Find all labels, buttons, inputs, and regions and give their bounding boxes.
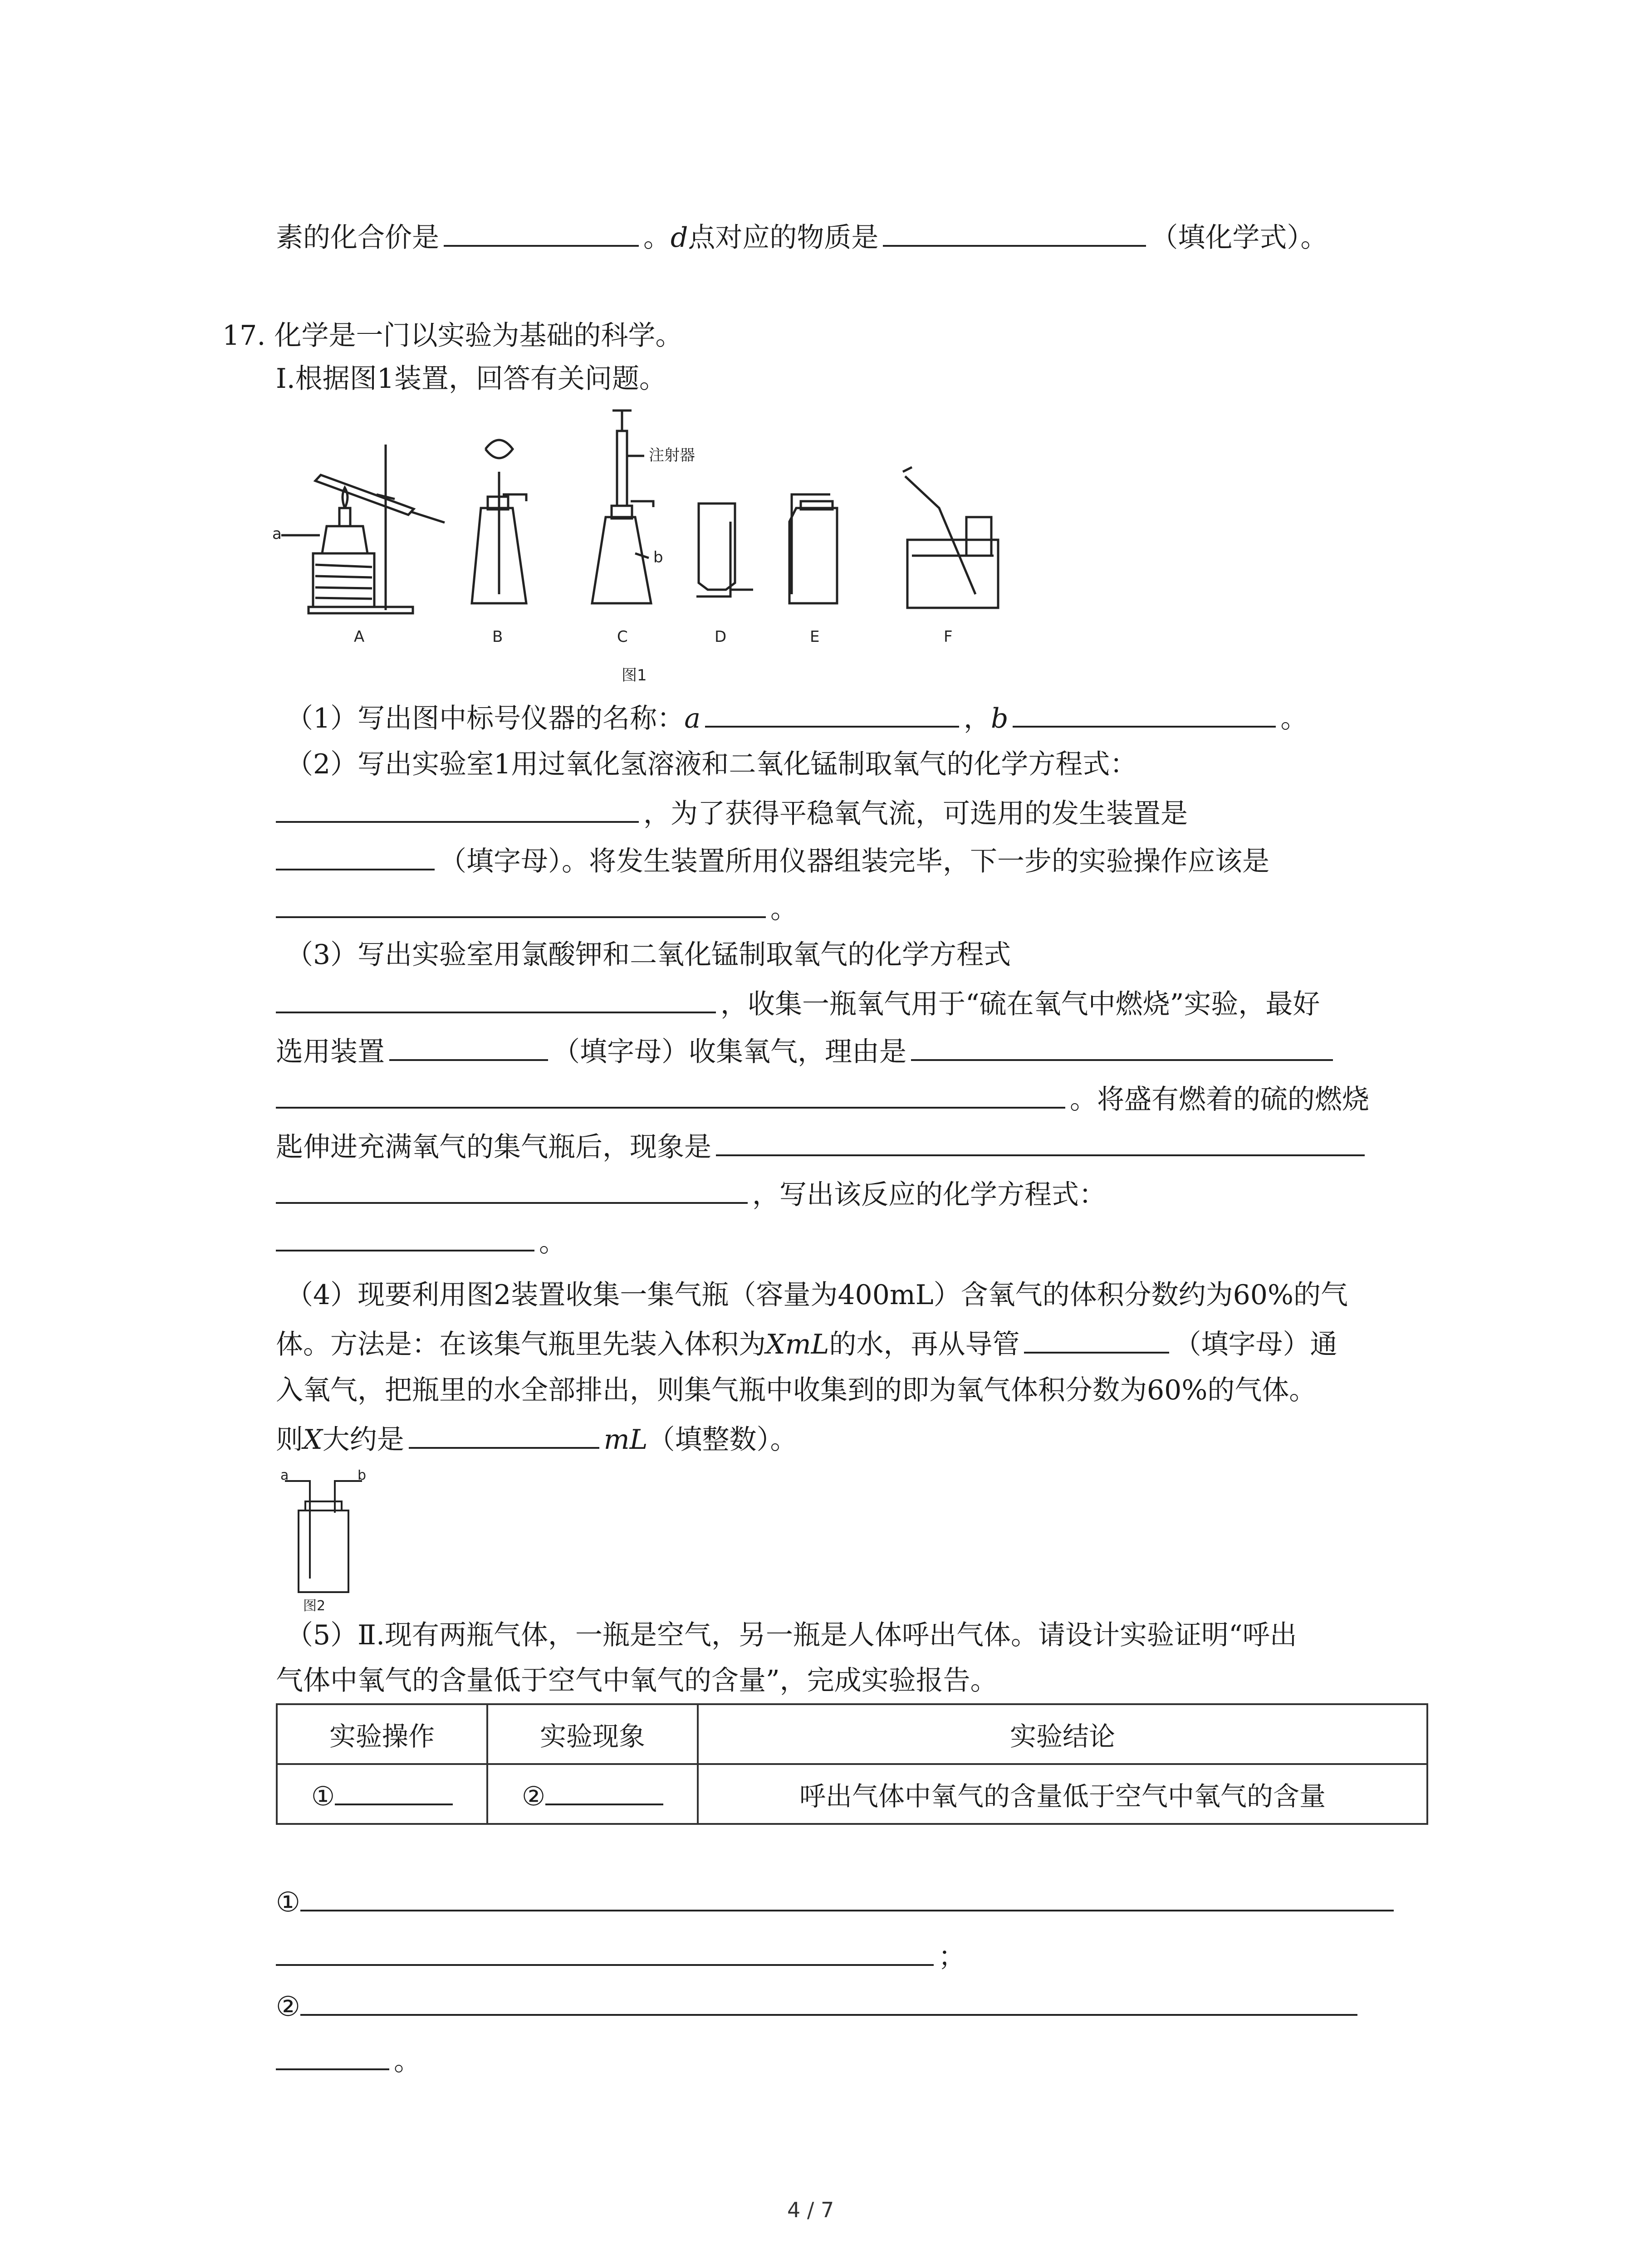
sub-question-2-line4: 。 bbox=[276, 889, 798, 927]
cell-phenomenon[interactable]: ② bbox=[487, 1764, 698, 1824]
answer-1-line1: ① bbox=[276, 1882, 1398, 1921]
label-b: b bbox=[653, 548, 663, 567]
sub-question-3-line6: ，写出该反应的化学方程式： bbox=[276, 1175, 1106, 1213]
label-C: C bbox=[617, 628, 628, 646]
answer-blank[interactable] bbox=[276, 2041, 389, 2070]
answer-blank[interactable] bbox=[883, 218, 1146, 247]
table-header-row bbox=[277, 1704, 1427, 1764]
figure-2-gas-bottle bbox=[276, 1470, 376, 1615]
figure-1-apparatus bbox=[272, 404, 1043, 694]
label-B: B bbox=[492, 628, 503, 646]
answer-blank[interactable] bbox=[276, 1175, 748, 1204]
sub-question-2-line3: （填字母）。将发生装置所用仪器组装完毕，下一步的实验操作应该是 bbox=[276, 841, 1269, 880]
answer-blank[interactable] bbox=[389, 1032, 548, 1061]
fig2-label-b: b bbox=[358, 1470, 367, 1483]
header-operation: 实验操作 bbox=[277, 1704, 487, 1764]
sub-question-4-line3: 入氧气，把瓶里的水全部排出，则集气瓶中收集到的即为氧气体积分数为60%的气体。 bbox=[276, 1374, 1317, 1406]
sub-question-3-line5: 匙伸进充满氧气的集气瓶后，现象是 bbox=[276, 1127, 1369, 1165]
sub-question-4-line2: 体。方法是：在该集气瓶里先装入体积为XmL的水，再从导管 （填字母）通 bbox=[276, 1325, 1337, 1363]
cell-conclusion: 呼出气体中氧气的含量低于空气中氧气的含量 bbox=[698, 1764, 1427, 1824]
answer-blank[interactable] bbox=[545, 1776, 663, 1805]
answer-blank[interactable] bbox=[276, 841, 435, 870]
syringe-label: 注射器 bbox=[649, 446, 695, 464]
sub-question-3-line7: 。 bbox=[276, 1222, 566, 1261]
table-row bbox=[277, 1764, 1427, 1824]
answer-blank[interactable] bbox=[276, 889, 766, 918]
part-1-heading: Ⅰ.根据图1装置，回答有关问题。 bbox=[276, 363, 666, 395]
answer-blank[interactable] bbox=[911, 1032, 1333, 1061]
answer-blank[interactable] bbox=[276, 1080, 1065, 1109]
figure-1-caption: 图1 bbox=[622, 666, 647, 684]
label-F: F bbox=[944, 628, 953, 646]
answer-blank-a[interactable] bbox=[705, 699, 959, 728]
label-D: D bbox=[715, 628, 727, 646]
label-E: E bbox=[810, 628, 820, 646]
sub-question-2-line2: ，为了获得平稳氧气流，可选用的发生装置是 bbox=[276, 794, 1188, 832]
answer-blank[interactable] bbox=[300, 1882, 1394, 1911]
label-a: a bbox=[272, 525, 282, 543]
answer-2-line1: ② bbox=[276, 1987, 1362, 2025]
sub-question-2-line1: （2）写出实验室1用过氧化氢溶液和二氧化锰制取氧气的化学方程式： bbox=[286, 748, 1137, 780]
fig2-label-a: a bbox=[280, 1470, 289, 1483]
sub-question-3-line2: ，收集一瓶氧气用于“硫在氧气中燃烧”实验，最好 bbox=[276, 984, 1320, 1022]
answer-blank[interactable] bbox=[335, 1776, 453, 1805]
sub-question-3-line4: 。将盛有燃着的硫的燃烧 bbox=[276, 1080, 1369, 1118]
cell-operation[interactable]: ① bbox=[277, 1764, 487, 1824]
sub-question-1: （1）写出图中标号仪器的名称：a ，b 。 bbox=[286, 699, 1308, 737]
answer-blank[interactable] bbox=[276, 1937, 934, 1966]
page-number: 4 / 7 bbox=[787, 2198, 834, 2222]
label-A: A bbox=[354, 628, 365, 646]
answer-blank[interactable] bbox=[276, 1222, 534, 1251]
q16-tail-line: 素的化合价是 。d点对应的物质是 （填化学式）。 bbox=[276, 218, 1327, 256]
answer-1-line2: ； bbox=[276, 1937, 965, 1975]
sub-question-5-line2: 气体中氧气的含量低于空气中氧气的含量”，完成实验报告。 bbox=[276, 1665, 998, 1696]
answer-2-line2: 。 bbox=[276, 2041, 421, 2079]
answer-blank-b[interactable] bbox=[1013, 699, 1276, 728]
answer-blank[interactable] bbox=[300, 1987, 1357, 2016]
answer-blank[interactable] bbox=[716, 1127, 1365, 1156]
figure-2-caption: 图2 bbox=[303, 1598, 326, 1614]
experiment-report-table bbox=[276, 1703, 1428, 1825]
question-17-title: 17. 化学是一门以实验为基础的科学。 bbox=[222, 320, 683, 352]
sub-question-3-line3: 选用装置 （填字母）收集氧气，理由是 bbox=[276, 1032, 1337, 1070]
answer-blank[interactable] bbox=[409, 1420, 599, 1449]
sub-question-5-line1: （5）Ⅱ.现有两瓶气体，一瓶是空气，另一瓶是人体呼出气体。请设计实验证明“呼出 bbox=[286, 1619, 1297, 1651]
sub-question-4-line4: 则X大约是 mL（填整数）。 bbox=[276, 1420, 797, 1458]
answer-blank[interactable] bbox=[276, 984, 716, 1013]
header-phenomenon: 实验现象 bbox=[487, 1704, 698, 1764]
header-conclusion: 实验结论 bbox=[698, 1704, 1427, 1764]
sub-question-3-line1: （3）写出实验室用氯酸钾和二氧化锰制取氧气的化学方程式 bbox=[286, 939, 1011, 971]
answer-blank[interactable] bbox=[444, 218, 639, 247]
answer-blank[interactable] bbox=[1024, 1325, 1169, 1354]
sub-question-4-line1: （4）现要利用图2装置收集一集气瓶（容量为400mL）含氧气的体积分数约为60%的气 bbox=[286, 1279, 1348, 1311]
answer-blank[interactable] bbox=[276, 794, 639, 823]
